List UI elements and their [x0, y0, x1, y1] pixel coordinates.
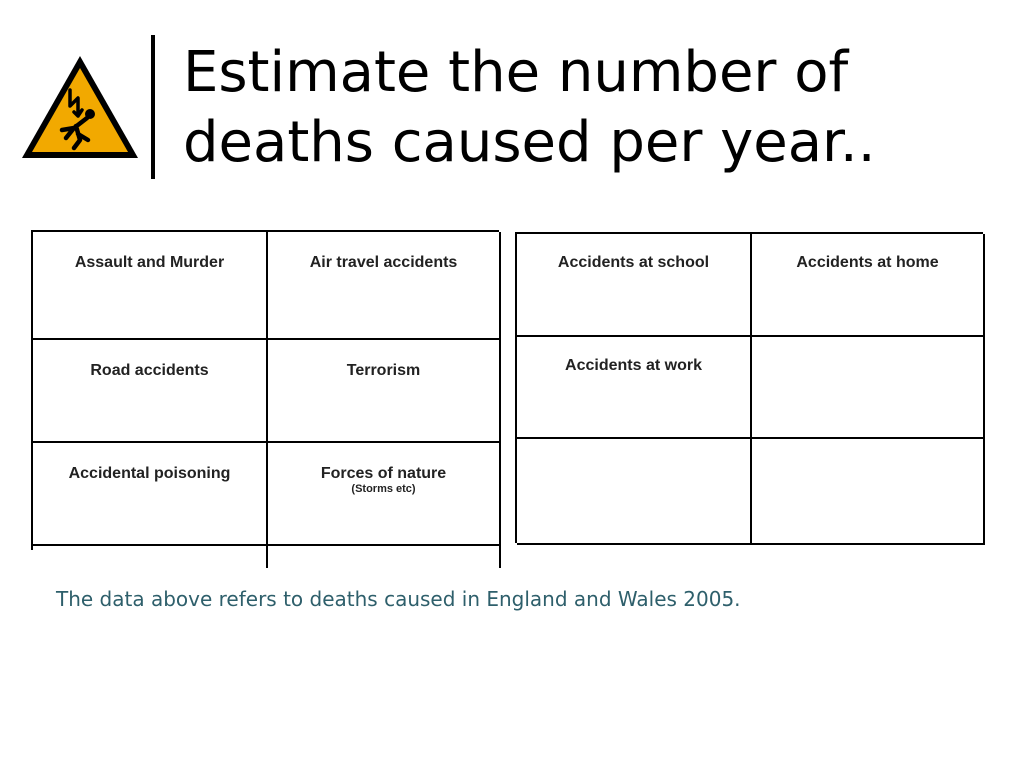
- table-cell-cutoff: [268, 546, 501, 568]
- table-cell: [33, 340, 268, 443]
- slide-title: [183, 38, 983, 178]
- table-cell: [33, 232, 268, 340]
- cell-label-home: Accidents at home: [796, 254, 939, 271]
- cell-label-terrorism: Terrorism: [346, 362, 421, 379]
- slide-title-line-2: deaths caused per year..: [183, 110, 876, 175]
- table-cell-cutoff: [33, 546, 268, 568]
- left-estimate-table: [31, 230, 499, 550]
- table-cell: [33, 443, 268, 546]
- cell-label-poisoning: Accidental poisoning: [68, 465, 231, 482]
- table-cell: [517, 234, 752, 337]
- table-cell: [268, 340, 501, 443]
- table-cell: [268, 443, 501, 546]
- cell-label-work: Accidents at work: [565, 357, 702, 374]
- cell-label-assault: Assault and Murder: [74, 254, 225, 271]
- table-cell-empty: [517, 439, 752, 545]
- cell-label-forces-of-nature: Forces of nature: [320, 465, 447, 482]
- table-cell: [752, 234, 985, 337]
- right-estimate-table: [515, 232, 983, 543]
- cell-label-road: Road accidents: [90, 362, 209, 379]
- table-cell: [517, 337, 752, 439]
- cell-sublabel-storms: (Storms etc): [351, 483, 416, 495]
- cell-label-school: Accidents at school: [557, 254, 710, 271]
- cell-label-air-travel: Air travel accidents: [309, 254, 458, 271]
- table-cell: [268, 232, 501, 340]
- table-cell-empty: [752, 439, 985, 545]
- electric-shock-warning-icon: [18, 52, 142, 162]
- title-divider: [151, 35, 155, 179]
- table-cell-empty: [752, 337, 985, 439]
- source-footnote: The data above refers to deaths caused in England and Wales 2005.: [56, 587, 741, 611]
- slide-title-line-1: Estimate the number of: [183, 40, 849, 105]
